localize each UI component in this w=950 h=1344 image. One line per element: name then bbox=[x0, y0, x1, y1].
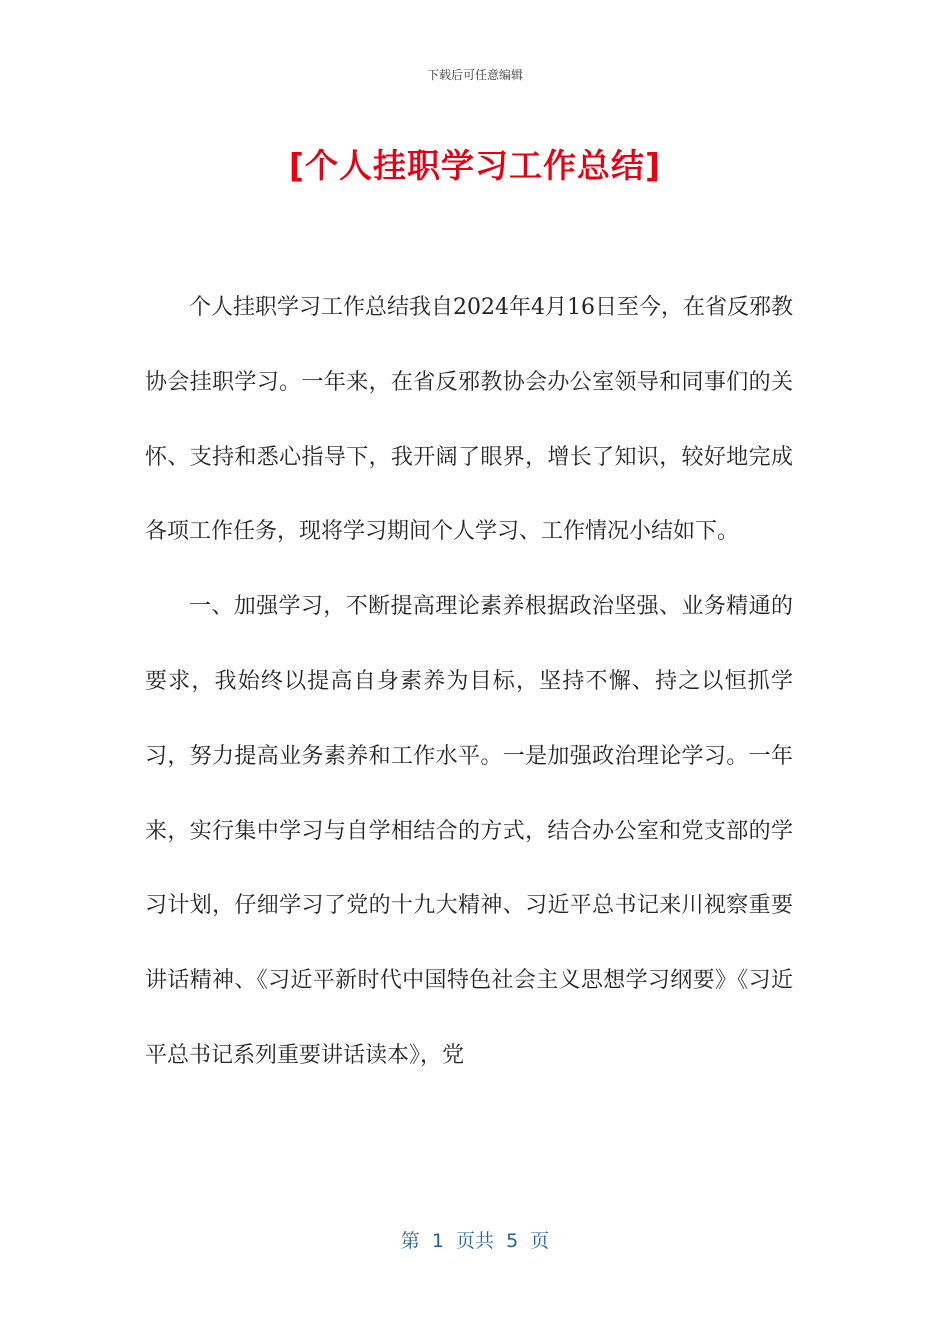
page-header-note: 下载后可任意编辑 bbox=[426, 68, 523, 82]
document-body bbox=[145, 271, 793, 1094]
paragraph-intro: 个人挂职学习工作总结我自2024年4月16日至今，在省反邪教协会挂职学习。一年来，在省反邪教协会办公室领导和同事们的关怀、支持和悉心指导下，我开阔了眼界，增长了知识，较好地完成各项工作任务，现将学习期间个人学习、工作情况小结如下。 bbox=[145, 295, 793, 545]
paragraph-section-one: 一、加强学习，不断提高理论素养根据政治坚强、业务精通的要求，我始终以提高自身素养为目标，坚持不懈、持之以恒抓学习，努力提高业务素养和工作水平。一是加强政治理论学习。一年来，实行集中学习与自学相结合的方式，结合办公室和党支部的学习计划，仔细学习了党的十九大精神、习近平总书记来川视察重要讲话精神、《习近平新时代中国特色社会主义思想学习纲要》《习近平总书记系列重要讲话读本》，党 bbox=[145, 594, 793, 1068]
page-number-footer: 第 1 页共 5 页 bbox=[400, 1230, 550, 1252]
document-title: [个人挂职学习工作总结] bbox=[288, 146, 662, 185]
